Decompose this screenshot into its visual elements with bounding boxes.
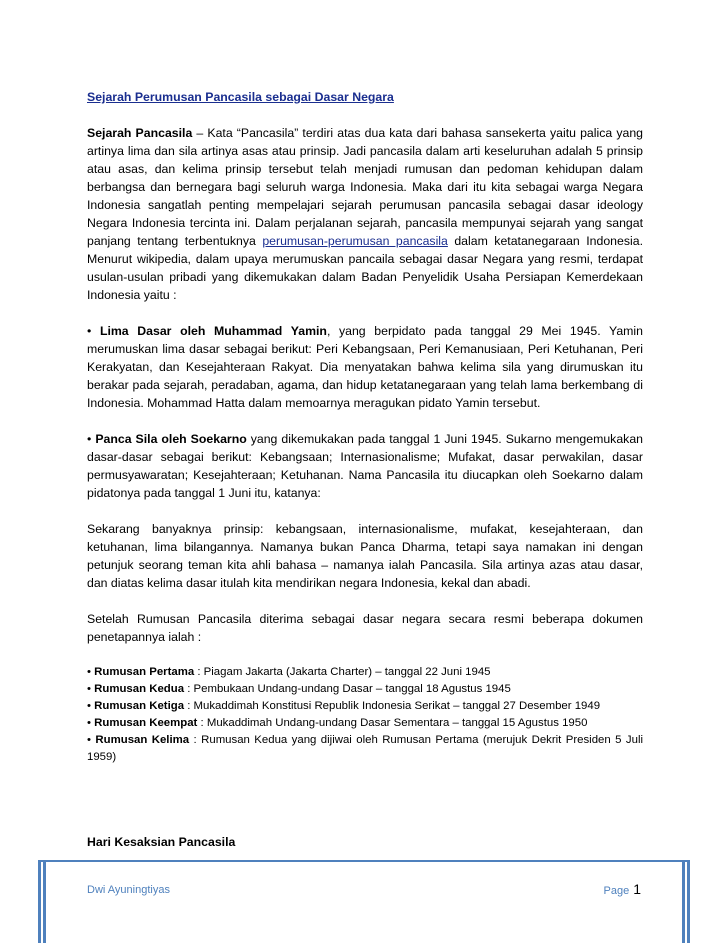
soekarno-bullet: • [87,432,96,446]
document-body [87,88,643,766]
list-item [87,664,643,681]
list-item-bold: Rumusan Kedua [94,683,185,695]
list-item-bold: Rumusan Kelima [95,734,190,746]
footer-divider [38,860,690,862]
intro-bold: Sejarah Pancasila [87,126,193,140]
footer-right-bar [682,862,690,943]
footer-author: Dwi Ayuningtiyas [87,884,170,896]
list-item-bold: Rumusan Keempat [94,717,198,729]
yamin-bullet: • [87,324,100,338]
yamin-text: , yang berpidato pada tanggal 29 Mei 1945. Yamin merumuskan lima dasar sebagai berikut: Peri Kebangsaan, Peri Kemanusiaan, Peri Ketuhanan, Peri Kerakyatan, dan Kesejahteraan Rakyat. Dia menyatakan bahwa kelima sila yang dirumuskan itu berakar pada sejarah, peradaban, agama, dan hidup ketatanegaraan yang telah lama berkembang di Indonesia. Mohammad Hatta dalam memoarnya meragukan pidato Yamin tersebut. [87,324,643,410]
title-link[interactable]: Sejarah Perumusan Pancasila sebagai Dasar Negara [87,90,394,104]
list-item-text: : Piagam Jakarta (Jakarta Charter) – tanggal 22 Juni 1945 [194,666,491,678]
soekarno-text: yang dikemukakan pada tanggal 1 Juni 1945. Sukarno mengemukakan dasar-dasar sebagai berikut: Kebangsaan; Internasionalisme; Mufakat, dasar perwakilan, dasar permusyawaratan; Kesejahteraan; Ketuhanan. Nama Pancasila itu diucapkan oleh Soekarno dalam pidatonya pada tanggal 1 Juni itu, katanya: [87,432,643,500]
list-bullet: • [87,683,95,695]
list-item-text: : Mukaddimah Konstitusi Republik Indonesia Serikat – tanggal 27 Desember 1949 [184,700,601,712]
list-bullet: • [87,666,95,678]
page-number: 1 [633,881,641,897]
document-title [87,88,643,106]
list-item-bold: Rumusan Ketiga [94,700,185,712]
list-item-bold: Rumusan Pertama [94,666,195,678]
soekarno-paragraph [87,430,643,502]
list-bullet: • [87,734,96,746]
page-label: Page [603,885,630,897]
perumusan-link[interactable]: perumusan-perumusan pancasila [262,234,448,248]
list-item-text: : Rumusan Kedua yang dijiwai oleh Rumusan Pertama (merujuk Dekrit Presiden 5 Juli 1959) [87,734,643,763]
footer-page [604,881,642,897]
list-bullet: • [87,700,95,712]
intro-paragraph [87,124,643,304]
list-item [87,715,643,732]
setelah-paragraph: Setelah Rumusan Pancasila diterima sebagai dasar negara secara resmi beberapa dokumen penetapannya ialah : [87,612,643,644]
list-item [87,732,643,766]
list-bullet: • [87,717,95,729]
yamin-bold: Lima Dasar oleh Muhammad Yamin [99,324,327,338]
list-item-text: : Pembukaan Undang-undang Dasar – tanggal 18 Agustus 1945 [184,683,511,695]
soekarno-bold: Panca Sila oleh Soekarno [95,432,247,446]
rumusan-list [87,664,643,766]
footer-left-bar [38,862,46,943]
yamin-paragraph [87,322,643,412]
list-item-text: : Mukaddimah Undang-undang Dasar Sementara – tanggal 15 Agustus 1950 [197,717,588,729]
intro-text-1: – Kata “Pancasila” terdiri atas dua kata dari bahasa sansekerta yaitu palica yang artinya lima dan sila artinya asas atau prinsip. Jadi pancasila dalam arti keseluruhan adalah 5 prinsip atau asas, dan kelima prinsip tersebut telah menjadi rumusan dan pedoman kehidupan dalam berbangsa dan bernegara bagi seluruh warga Indonesia. Maka dari itu kita sebagai warga Negara Indonesia sangatlah penting mempelajari sejarah perumusan pancasila sebagai dasar ideology Negara Indonesia tercinta ini. Dalam perjalanan sejarah, pancasila mempunyai sejarah yang sangat panjang tentang terbentuknya [87,126,644,248]
list-item [87,681,643,698]
hari-kesaksian-heading: Hari Kesaksian Pancasila [87,835,236,849]
quote-paragraph: Sekarang banyaknya prinsip: kebangsaan, internasionalisme, mufakat, kesejahteraan, dan ketuhanan, lima bilangannya. Namanya bukan Panca Dharma, tetapi saya namakan ini dengan petunjuk seorang teman kita ahli bahasa – namanya ialah Pancasila. Sila artinya azas atau dasar, dan diatas kelima dasar itulah kita mendirikan negara Indonesia, kekal dan abadi. [87,522,643,590]
list-item [87,698,643,715]
intro-text-2: dalam ketatanegaraan Indonesia. Menurut wikipedia, dalam upaya merumuskan pancaila sebagai dasar Negara yang resmi, terdapat usulan-usulan pribadi yang dikemukakan dalam Badan Penyelidik Usaha Persiapan Kemerdekaan Indonesia yaitu : [87,234,643,302]
